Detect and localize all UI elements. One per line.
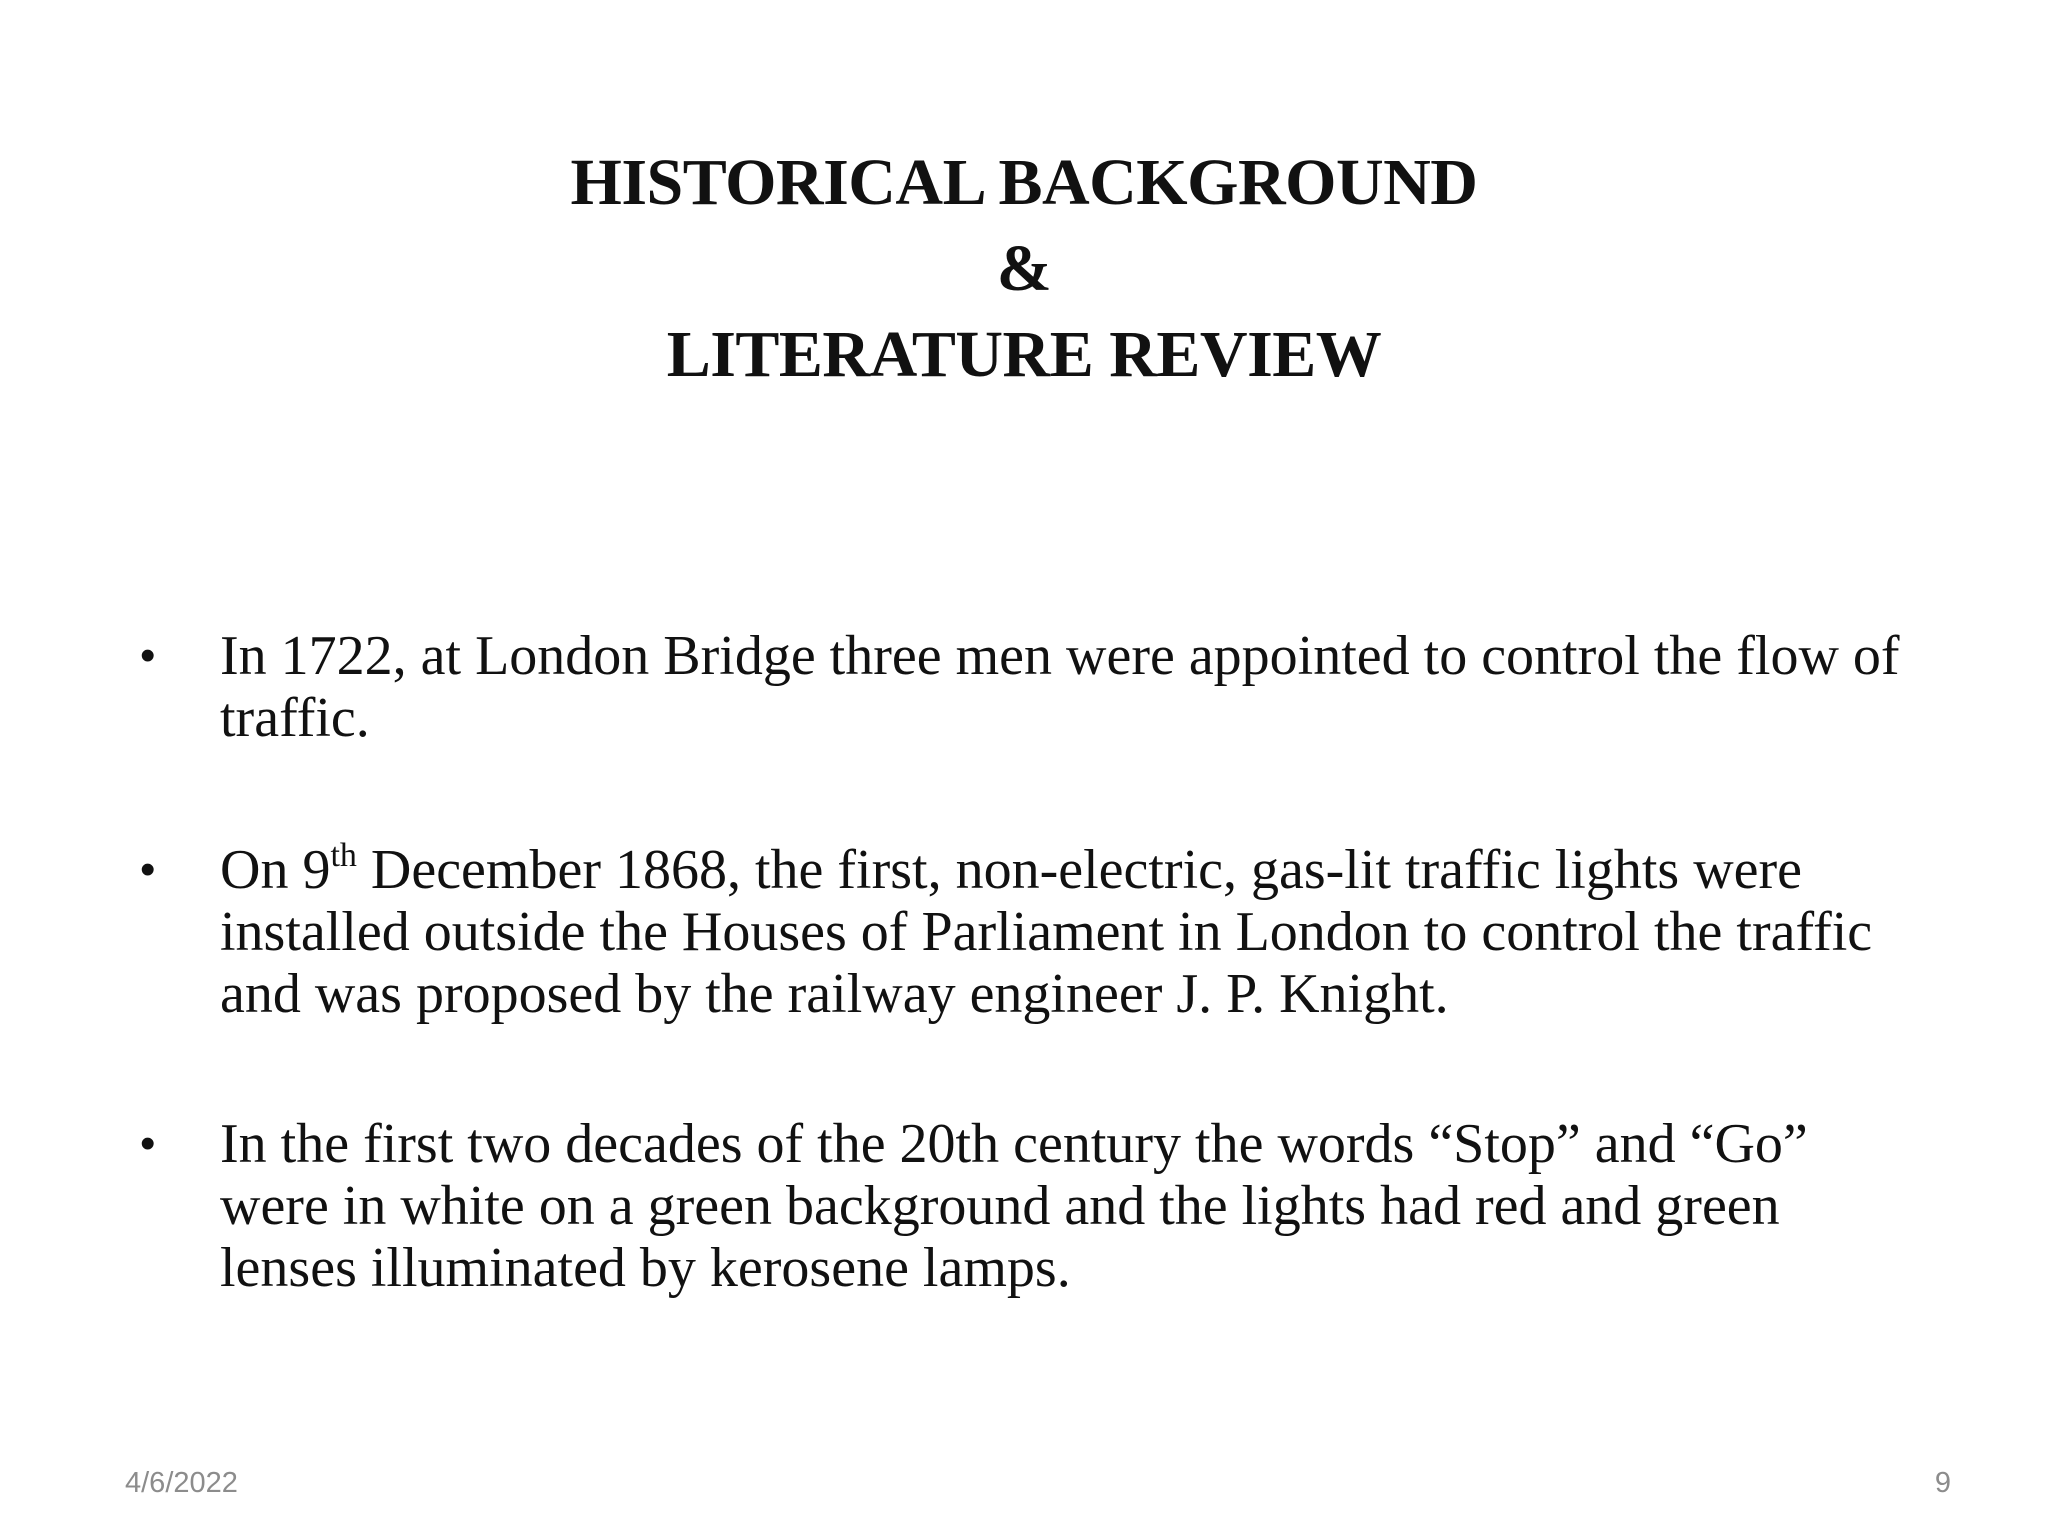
ordinal-superscript: th <box>330 837 357 874</box>
bullet-list <box>140 625 1920 1389</box>
page-number: 9 <box>1934 1467 1951 1499</box>
title-line-3: LITERATURE REVIEW <box>666 318 1382 391</box>
title-line-1: HISTORICAL BACKGROUND <box>570 146 1478 219</box>
bullet-item <box>140 839 1920 1025</box>
bullet-item <box>140 625 1920 749</box>
footer-date: 4/6/2022 <box>125 1467 238 1499</box>
bullet-text-start: On 9 <box>220 839 331 901</box>
bullet-marker: • <box>140 1119 156 1168</box>
title-line-2: & <box>996 232 1052 305</box>
slide-title <box>0 140 2048 398</box>
bullet-text <box>220 839 1872 1025</box>
bullet-text: In 1722, at London Bridge three men were appointed to control the flow of traffic. <box>220 625 1900 749</box>
bullet-marker: • <box>140 845 156 894</box>
bullet-text-rest: December 1868, the first, non-electric, gas-lit traffic lights were installed outside the Houses of Parliament in London to control the traffic and was proposed by the railway engineer J. P. Knight. <box>220 839 1873 1025</box>
bullet-item <box>140 1113 1920 1299</box>
bullet-text: In the first two decades of the 20th century the words “Stop” and “Go” were in white on a green background and the lights had red and green lenses illuminated by kerosene lamps. <box>220 1113 1808 1299</box>
bullet-marker: • <box>140 631 156 680</box>
